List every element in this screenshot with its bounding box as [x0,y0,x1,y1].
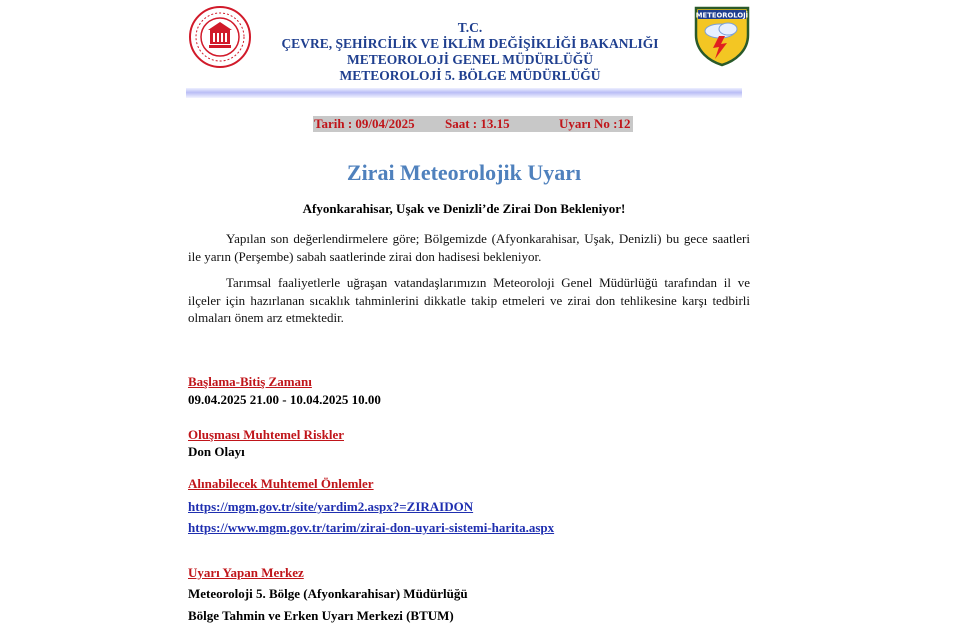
section-heading-risks: Oluşması Muhtemel Riskler [188,427,344,442]
time-label: Saat : 13.15 [445,116,510,131]
warning-number-label: Uyarı No :12 [559,116,631,131]
header-divider [186,88,742,98]
document-subtitle: Afyonkarahisar, Uşak ve Denizli’de Zirai Don Bekleniyor! [302,201,626,216]
center-name: Meteoroloji 5. Bölge (Afyonkarahisar) Müdürlüğü [188,586,468,601]
header-directorate: METEOROLOJİ GENEL MÜDÜRLÜĞÜ [346,52,594,67]
date-label: Tarih : 09/04/2025 [314,116,415,131]
time-range-value: 09.04.2025 21.00 - 10.04.2025 10.00 [188,392,381,407]
svg-text:METEOROLOJİ: METEOROLOJİ [695,11,749,20]
body-paragraph: Yapılan son değerlendirmelere göre; Bölgemizde (Afyonkarahisar, Uşak, Denizli) bu gece saatleri ile yarın (Perşembe) sabah saatlerinde zirai don hadisesi bekleniyor. [188,231,750,264]
header-regional-directorate: METEOROLOJİ 5. BÖLGE MÜDÜRLÜĞÜ [339,68,601,83]
body-paragraph: Tarımsal faaliyetlerle uğraşan vatandaşlarımızın Meteoroloji Genel Müdürlüğü tarafından il ve ilçeler için hazırlanan sıcaklık tahminlerini dikkatle takip etmeleri ve zirai don tehlikesine karşı tedbirli olmaları önem arz etmektedir. [188,275,750,325]
measures-link-harita[interactable]: https://www.mgm.gov.tr/tarim/zirai-don-uyari-sistemi-harita.aspx [188,520,555,535]
ministry-logo [189,6,251,68]
document-title: Zirai Meteorolojik Uyarı [346,160,582,185]
info-bar [313,116,633,132]
section-heading-center: Uyarı Yapan Merkez [188,565,304,580]
center-unit: Bölge Tahmin ve Erken Uyarı Merkezi (BTUM) [188,608,454,623]
header-tc: T.C. [457,20,483,35]
measures-link-yardim[interactable]: https://mgm.gov.tr/site/yardim2.aspx?=ZIRAIDON [188,499,474,514]
section-heading-time: Başlama-Bitiş Zamanı [188,374,312,389]
section-heading-measures: Alınabilecek Muhtemel Önlemler [188,476,374,491]
header-ministry: ÇEVRE, ŞEHİRCİLİK VE İKLİM DEĞİŞİKLİĞİ BAKANLIĞI [281,36,659,51]
meteoroloji-logo [693,5,751,67]
risk-value: Don Olayı [188,444,245,459]
